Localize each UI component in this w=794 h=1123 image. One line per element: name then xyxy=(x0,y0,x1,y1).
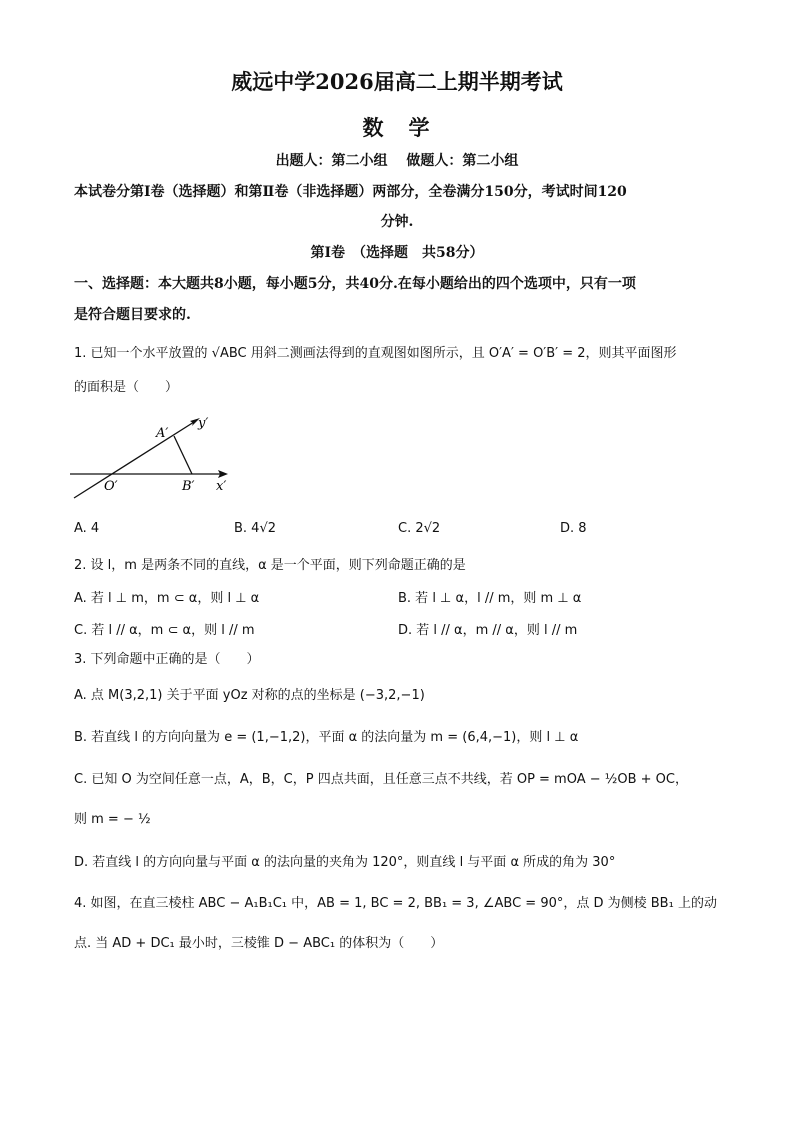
authors-line: 出题人：第二小组 做题人：第二小组 xyxy=(275,153,519,169)
exam-title: 威远中学2026届高二上期半期考试 xyxy=(231,69,563,94)
q3-option-d[interactable]: D. 若直线 l 的方向向量与平面 α 的法向量的夹角为 120°，则直线 l 与平面 α 所成的角为 30° xyxy=(74,855,616,870)
q3-option-b[interactable]: B. 若直线 l 的方向向量为 e = (1,−1,2)，平面 α 的法向量为 m = (6,4,−1)，则 l ⊥ α xyxy=(74,730,579,745)
label-a: A′ xyxy=(156,426,169,441)
q1-option-c[interactable]: C. 2√2 xyxy=(398,521,441,536)
q1-option-b[interactable]: B. 4√2 xyxy=(234,521,277,536)
q2-option-c[interactable]: C. 若 l // α，m ⊂ α，则 l // m xyxy=(74,623,255,638)
label-b: B′ xyxy=(182,479,195,494)
q2-option-d[interactable]: D. 若 l // α，m // α，则 l // m xyxy=(398,623,578,638)
section1-line-2: 是符合题目要求的. xyxy=(74,307,191,323)
q1-oblique-figure xyxy=(70,410,240,502)
q1-stem-line-1: 1. 已知一个水平放置的 √ABC 用斜二测画法得到的直观图如图所示，且 O′A′ = O′B′ = 2，则其平面图形 xyxy=(74,346,677,361)
label-y: y′ xyxy=(198,416,209,431)
q2-option-a[interactable]: A. 若 l ⊥ m，m ⊂ α，则 l ⊥ α xyxy=(74,591,260,606)
q4-stem-line-1: 4. 如图，在直三棱柱 ABC − A₁B₁C₁ 中，AB = 1, BC = 2, BB₁ = 3, ∠ABC = 90°，点 D 为侧棱 BB₁ 上的动 xyxy=(74,896,717,911)
y-axis xyxy=(74,422,194,498)
section1-line-1: 一、选择题：本大题共8小题，每小题5分，共40分.在每小题给出的四个选项中，只有一项 xyxy=(74,276,636,292)
q3-option-a[interactable]: A. 点 M(3,2,1) 关于平面 yOz 对称的点的坐标是 (−3,2,−1) xyxy=(74,688,425,703)
q2-option-b[interactable]: B. 若 l ⊥ α，l // m，则 m ⊥ α xyxy=(398,591,582,606)
segment-a-b xyxy=(174,436,192,474)
q4-stem-line-2: 点. 当 AD + DC₁ 最小时，三棱锥 D − ABC₁ 的体积为（ ） xyxy=(74,936,444,951)
label-o: O′ xyxy=(104,479,118,494)
intro-line-1: 本试卷分第Ⅰ卷（选择题）和第Ⅱ卷（非选择题）两部分，全卷满分150分，考试时间120 xyxy=(74,184,627,200)
q1-stem-line-2: 的面积是（ ） xyxy=(74,380,179,395)
q2-stem: 2. 设 l，m 是两条不同的直线，α 是一个平面，则下列命题正确的是 xyxy=(74,558,466,573)
label-x: x′ xyxy=(216,479,227,494)
q3-option-c[interactable]: C. 已知 O 为空间任意一点，A，B，C，P 四点共面，且任意三点不共线，若 OP = mOA − ½OB + OC， xyxy=(74,772,688,787)
q3-option-c-tail: 则 m = − ½ xyxy=(74,812,151,827)
subject-title: 数 学 xyxy=(362,115,432,140)
q1-option-d[interactable]: D. 8 xyxy=(560,521,587,536)
q1-option-a[interactable]: A. 4 xyxy=(74,521,100,536)
part-title: 第Ⅰ卷 （选择题 共58分） xyxy=(310,245,484,261)
q3-stem: 3. 下列命题中正确的是（ ） xyxy=(74,652,260,667)
intro-line-2: 分钟. xyxy=(380,214,414,230)
